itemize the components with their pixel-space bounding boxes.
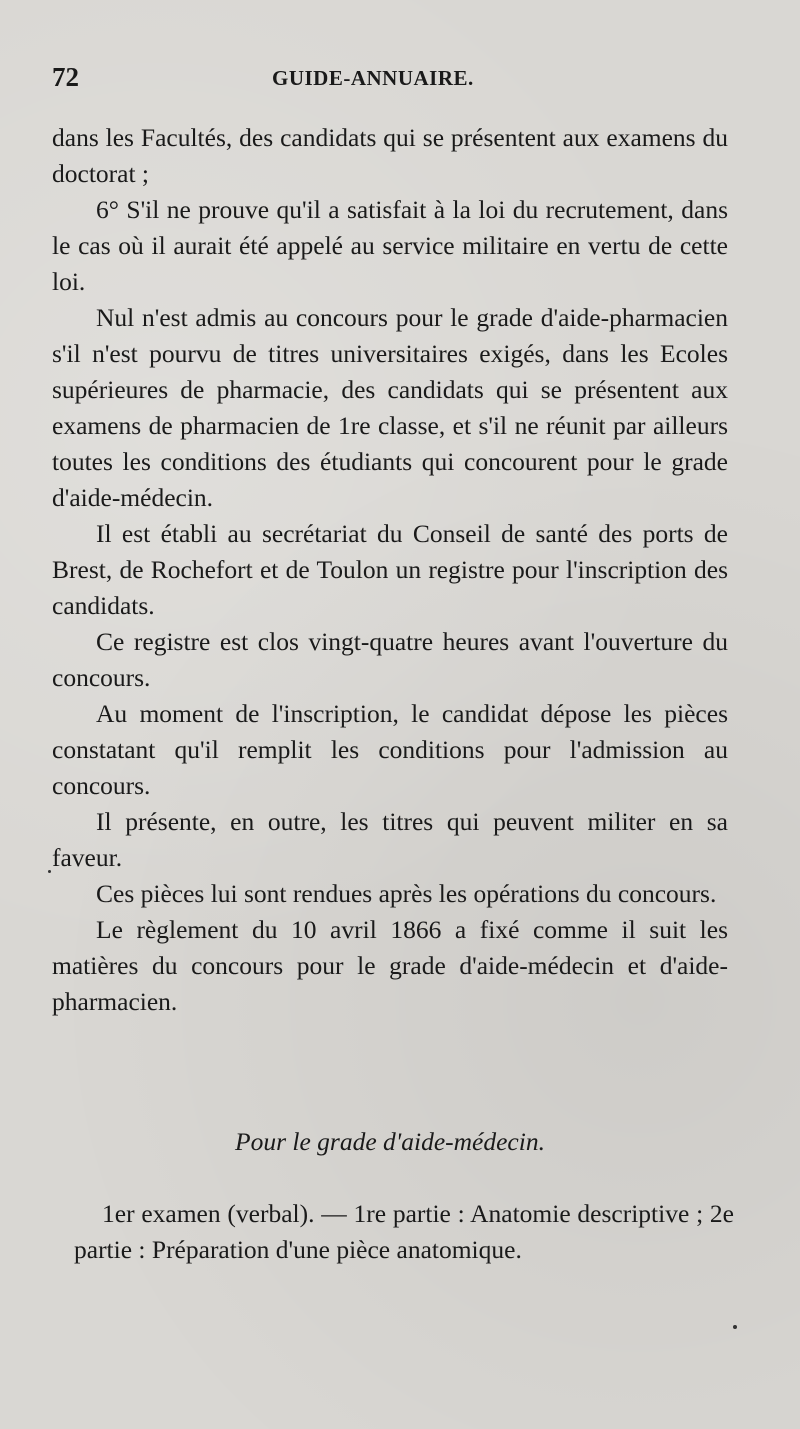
body-text xyxy=(52,120,728,1020)
paragraph: Nul n'est admis au concours pour le grade d'aide-pharmacien s'il n'est pourvu de titres universitaires exigés, dans les Ecoles supérieures de pharmacie, des candidats qui se présentent aux examens de pharmacien de 1re classe, et s'il ne réunit par ailleurs toutes les conditions des étudiants qui concourent pour le grade d'aide-médecin. xyxy=(52,303,728,512)
paragraph: Au moment de l'inscription, le candidat dépose les pièces constatant qu'il remplit les conditions pour l'admission au concours. xyxy=(52,699,728,800)
paragraph: Ces pièces lui sont rendues après les opérations du concours. xyxy=(96,879,717,908)
section-heading: Pour le grade d'aide-médecin. xyxy=(235,1127,545,1156)
running-title: GUIDE-ANNUAIRE. xyxy=(272,66,474,90)
page-number: 72 xyxy=(52,62,79,92)
paragraph: Il présente, en outre, les titres qui peuvent militer en sa faveur. xyxy=(52,807,728,872)
print-speck xyxy=(48,870,51,873)
paragraph-continuation: dans les Facultés, des candidats qui se présentent aux examens du doctorat ; xyxy=(52,123,728,188)
paragraph: Le règlement du 10 avril 1866 a fixé comme il suit les matières du concours pour le grade d'aide-médecin et d'aide-pharmacien. xyxy=(52,915,728,1016)
paragraph: 6° S'il ne prouve qu'il a satisfait à la loi du recrutement, dans le cas où il aurait été appelé au service militaire en vertu de cette loi. xyxy=(52,195,728,296)
exam-paragraph: 1er examen (verbal). — 1re partie : Anatomie descriptive ; 2e partie : Préparation d'une pièce anatomique. xyxy=(74,1199,734,1264)
exam-text xyxy=(74,1196,734,1268)
paragraph: Il est établi au secrétariat du Conseil de santé des ports de Brest, de Rochefort et de Toulon un registre pour l'inscription des candidats. xyxy=(52,519,728,620)
page-header xyxy=(52,62,732,102)
print-speck xyxy=(733,1325,737,1329)
paragraph: Ce registre est clos vingt-quatre heures avant l'ouverture du concours. xyxy=(52,627,728,692)
